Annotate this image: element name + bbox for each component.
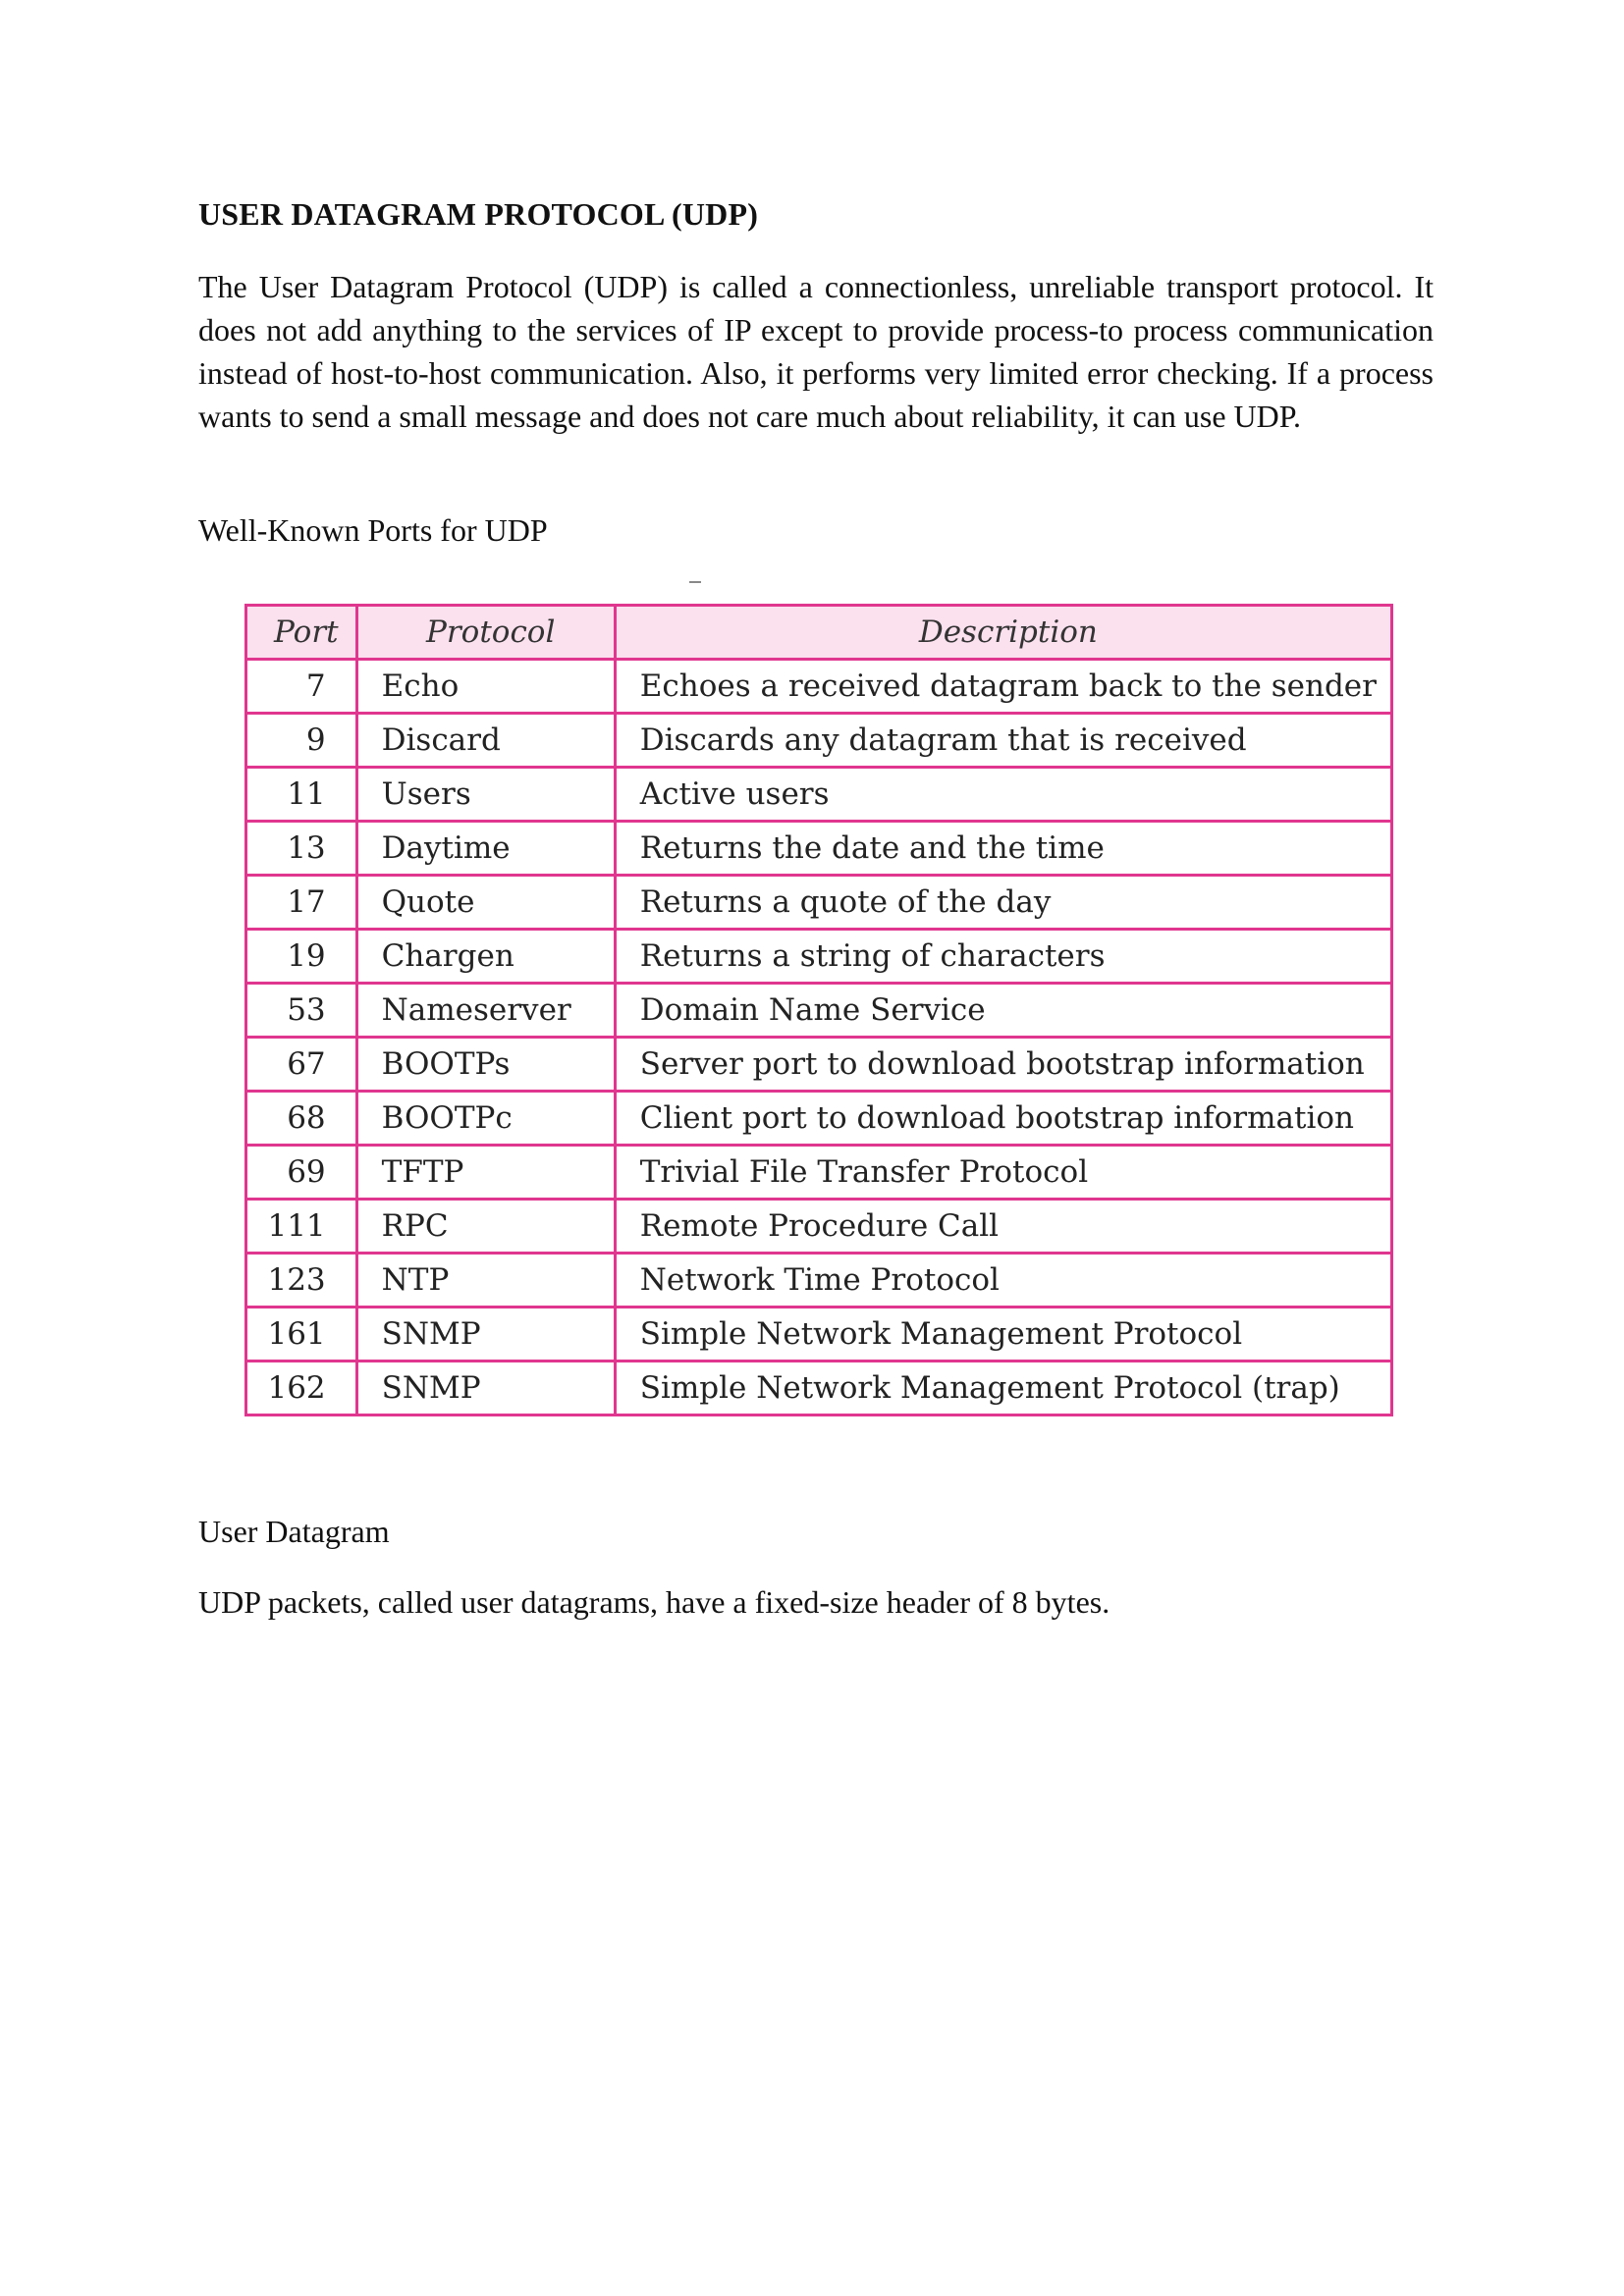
datagram-paragraph: UDP packets, called user datagrams, have a fixed-size header of 8 bytes.	[198, 1584, 1110, 1620]
ports-table-caption: Well-Known Ports for UDP	[198, 512, 548, 548]
protocol-cell: Quote	[356, 876, 615, 930]
column-header-port: Port	[246, 606, 357, 660]
description-cell: Discards any datagram that is received	[615, 714, 1391, 768]
protocol-cell: Users	[356, 768, 615, 822]
table-row	[246, 1038, 1392, 1092]
column-header-protocol: Protocol	[356, 606, 615, 660]
intro-paragraph: The User Datagram Protocol (UDP) is called a connectionless, unreliable transport protocol. It does not add anything to the services of IP except to provide process-to process communication instead of host-to-host communication. Also, it performs very limited error checking. If a process wants to send a small message and does not care much about reliability, it can use UDP.	[198, 269, 1434, 434]
port-cell: 7	[246, 660, 357, 714]
table-row	[246, 1254, 1392, 1308]
table-row	[246, 984, 1392, 1038]
description-cell: Network Time Protocol	[615, 1254, 1391, 1308]
port-cell: 17	[246, 876, 357, 930]
table-row	[246, 714, 1392, 768]
port-cell: 111	[246, 1200, 357, 1254]
protocol-cell: SNMP	[356, 1308, 615, 1362]
description-cell: Simple Network Management Protocol	[615, 1308, 1391, 1362]
port-cell: 67	[246, 1038, 357, 1092]
protocol-cell: Daytime	[356, 822, 615, 876]
port-cell: 123	[246, 1254, 357, 1308]
table-row	[246, 768, 1392, 822]
protocol-cell: NTP	[356, 1254, 615, 1308]
description-cell: Server port to download bootstrap information	[615, 1038, 1391, 1092]
port-cell: 53	[246, 984, 357, 1038]
table-row	[246, 1092, 1392, 1146]
description-cell: Remote Procedure Call	[615, 1200, 1391, 1254]
table-row	[246, 1308, 1392, 1362]
port-cell: 162	[246, 1362, 357, 1415]
port-cell: 19	[246, 930, 357, 984]
protocol-cell: Discard	[356, 714, 615, 768]
protocol-cell: BOOTPc	[356, 1092, 615, 1146]
table-row	[246, 1362, 1392, 1415]
description-cell: Trivial File Transfer Protocol	[615, 1146, 1391, 1200]
description-cell: Returns the date and the time	[615, 822, 1391, 876]
table-row	[246, 822, 1392, 876]
table-body	[246, 660, 1392, 1415]
port-cell: 69	[246, 1146, 357, 1200]
description-cell: Returns a quote of the day	[615, 876, 1391, 930]
protocol-cell: TFTP	[356, 1146, 615, 1200]
datagram-section-label: User Datagram	[198, 1514, 390, 1549]
port-cell: 13	[246, 822, 357, 876]
table-row	[246, 1146, 1392, 1200]
description-cell: Client port to download bootstrap information	[615, 1092, 1391, 1146]
port-cell: 9	[246, 714, 357, 768]
table-row	[246, 876, 1392, 930]
table-row	[246, 930, 1392, 984]
port-cell: 161	[246, 1308, 357, 1362]
scan-mark	[689, 581, 701, 583]
table-row	[246, 1200, 1392, 1254]
protocol-cell: SNMP	[356, 1362, 615, 1415]
protocol-cell: RPC	[356, 1200, 615, 1254]
port-cell: 68	[246, 1092, 357, 1146]
description-cell: Simple Network Management Protocol (trap)	[615, 1362, 1391, 1415]
table-header-row	[246, 606, 1392, 660]
protocol-cell: BOOTPs	[356, 1038, 615, 1092]
description-cell: Domain Name Service	[615, 984, 1391, 1038]
table-row	[246, 660, 1392, 714]
protocol-cell: Echo	[356, 660, 615, 714]
column-header-description: Description	[615, 606, 1391, 660]
description-cell: Echoes a received datagram back to the sender	[615, 660, 1391, 714]
port-cell: 11	[246, 768, 357, 822]
protocol-cell: Nameserver	[356, 984, 615, 1038]
page-title: USER DATAGRAM PROTOCOL (UDP)	[198, 196, 759, 232]
description-cell: Returns a string of characters	[615, 930, 1391, 984]
protocol-cell: Chargen	[356, 930, 615, 984]
description-cell: Active users	[615, 768, 1391, 822]
udp-ports-table	[244, 604, 1393, 1416]
